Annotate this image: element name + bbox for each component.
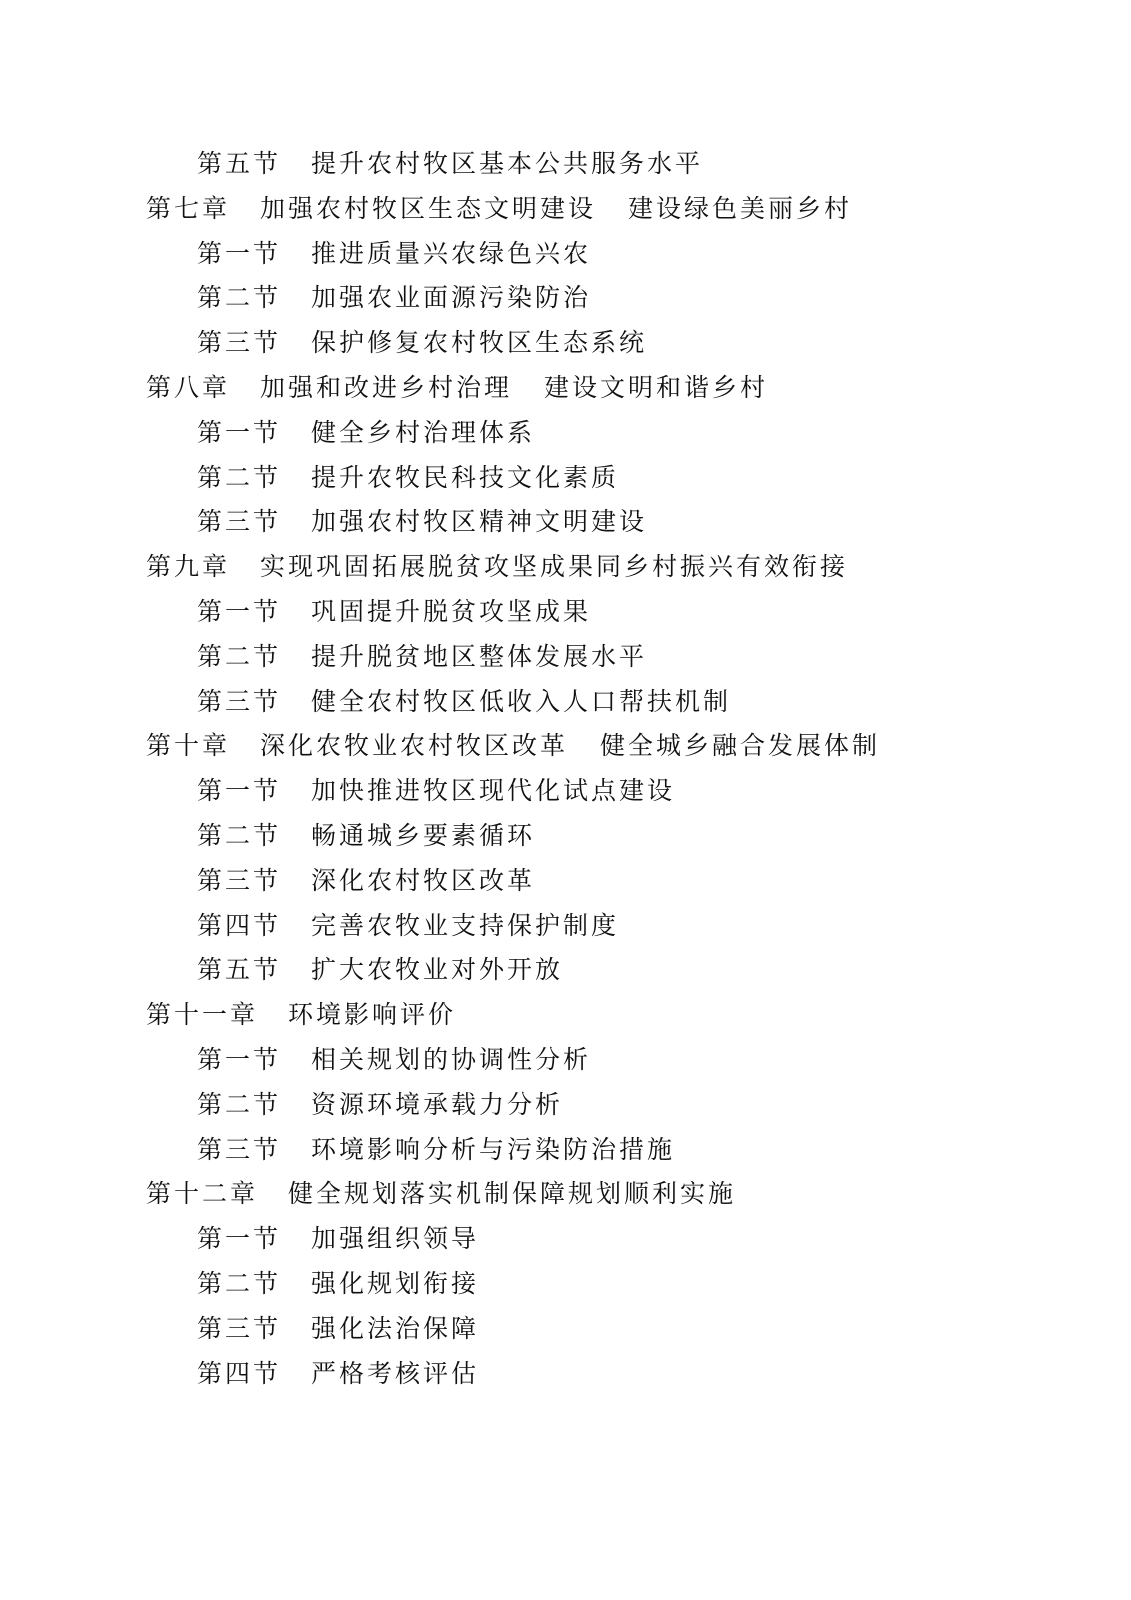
section-title: 保护修复农村牧区生态系统 <box>311 328 648 358</box>
toc-section <box>0 276 1131 321</box>
section-title: 严格考核评估 <box>311 1358 480 1388</box>
section-number: 第二节 <box>197 1089 282 1119</box>
chapter-subtitle: 建设绿色美丽乡村 <box>628 193 853 223</box>
toc-section <box>0 456 1131 501</box>
chapter-title: 深化农牧业农村牧区改革 <box>260 731 569 761</box>
toc-section <box>0 635 1131 680</box>
toc-section <box>0 142 1131 187</box>
toc-section <box>0 590 1131 635</box>
toc-section <box>0 859 1131 904</box>
section-number: 第二节 <box>197 462 282 492</box>
chapter-number: 第十一章 <box>146 1000 259 1030</box>
section-number: 第二节 <box>197 641 282 671</box>
section-title: 加快推进牧区现代化试点建设 <box>311 776 676 806</box>
section-title: 巩固提升脱贫攻坚成果 <box>311 596 592 626</box>
section-number: 第五节 <box>197 955 282 985</box>
section-title: 强化规划衔接 <box>311 1268 480 1298</box>
toc-section <box>0 321 1131 366</box>
chapter-number: 第十章 <box>146 731 231 761</box>
section-title: 扩大农牧业对外开放 <box>311 955 564 985</box>
section-title: 完善农牧业支持保护制度 <box>311 910 620 940</box>
section-title: 加强农村牧区精神文明建设 <box>311 507 648 537</box>
section-number: 第二节 <box>197 820 282 850</box>
section-title: 相关规划的协调性分析 <box>311 1044 592 1074</box>
section-title: 健全农村牧区低收入人口帮扶机制 <box>311 686 732 716</box>
toc-chapter <box>0 366 1131 411</box>
section-number: 第五节 <box>197 149 282 178</box>
chapter-number: 第七章 <box>146 193 231 223</box>
chapter-number: 第八章 <box>146 372 231 402</box>
chapter-subtitle: 健全城乡融合发展体制 <box>600 731 881 761</box>
toc-chapter <box>0 1172 1131 1217</box>
section-number: 第三节 <box>197 507 282 537</box>
toc-chapter <box>0 993 1131 1038</box>
toc-section <box>0 1217 1131 1262</box>
section-title: 提升农牧民科技文化素质 <box>311 462 620 492</box>
section-title: 深化农村牧区改革 <box>311 865 536 895</box>
section-number: 第三节 <box>197 865 282 895</box>
toc-chapter <box>0 187 1131 232</box>
toc-section <box>0 1128 1131 1173</box>
section-title: 资源环境承载力分析 <box>311 1089 564 1119</box>
toc-section <box>0 948 1131 993</box>
section-title: 强化法治保障 <box>311 1313 480 1343</box>
toc-section <box>0 680 1131 725</box>
section-number: 第一节 <box>197 596 282 626</box>
section-number: 第一节 <box>197 1224 282 1254</box>
section-title: 加强农业面源污染防治 <box>311 283 592 313</box>
section-number: 第二节 <box>197 283 282 313</box>
section-number: 第三节 <box>197 1313 282 1343</box>
section-number: 第三节 <box>197 328 282 358</box>
section-number: 第一节 <box>197 776 282 806</box>
section-number: 第三节 <box>197 1134 282 1164</box>
toc-section <box>0 232 1131 277</box>
toc-section <box>0 1083 1131 1128</box>
section-number: 第二节 <box>197 1268 282 1298</box>
section-title: 畅通城乡要素循环 <box>311 820 536 850</box>
section-title: 推进质量兴农绿色兴农 <box>311 238 592 268</box>
toc-section <box>0 1038 1131 1083</box>
toc-section <box>0 814 1131 859</box>
toc-chapter <box>0 724 1131 769</box>
section-title: 健全乡村治理体系 <box>311 417 536 447</box>
section-title: 提升脱贫地区整体发展水平 <box>311 641 648 671</box>
section-number: 第一节 <box>197 417 282 447</box>
chapter-number: 第九章 <box>146 552 231 582</box>
section-number: 第一节 <box>197 238 282 268</box>
chapter-title: 健全规划落实机制保障规划顺利实施 <box>288 1179 737 1209</box>
toc-section <box>0 500 1131 545</box>
chapter-title: 环境影响评价 <box>288 1000 457 1030</box>
chapter-title: 加强农村牧区生态文明建设 <box>260 193 597 223</box>
toc-section <box>0 1307 1131 1352</box>
chapter-number: 第十二章 <box>146 1179 259 1209</box>
section-title: 加强组织领导 <box>311 1224 480 1254</box>
chapter-subtitle: 建设文明和谐乡村 <box>544 372 769 402</box>
toc-section <box>0 904 1131 949</box>
section-number: 第四节 <box>197 910 282 940</box>
section-number: 第四节 <box>197 1358 282 1388</box>
section-title: 环境影响分析与污染防治措施 <box>311 1134 676 1164</box>
section-title: 提升农村牧区基本公共服务水平 <box>311 149 704 178</box>
table-of-contents <box>0 142 1131 1396</box>
chapter-title: 加强和改进乡村治理 <box>260 372 513 402</box>
chapter-title: 实现巩固拓展脱贫攻坚成果同乡村振兴有效衔接 <box>260 552 849 582</box>
section-number: 第三节 <box>197 686 282 716</box>
toc-section <box>0 411 1131 456</box>
toc-section <box>0 1262 1131 1307</box>
section-number: 第一节 <box>197 1044 282 1074</box>
toc-section <box>0 769 1131 814</box>
toc-section <box>0 1352 1131 1397</box>
toc-chapter <box>0 545 1131 590</box>
